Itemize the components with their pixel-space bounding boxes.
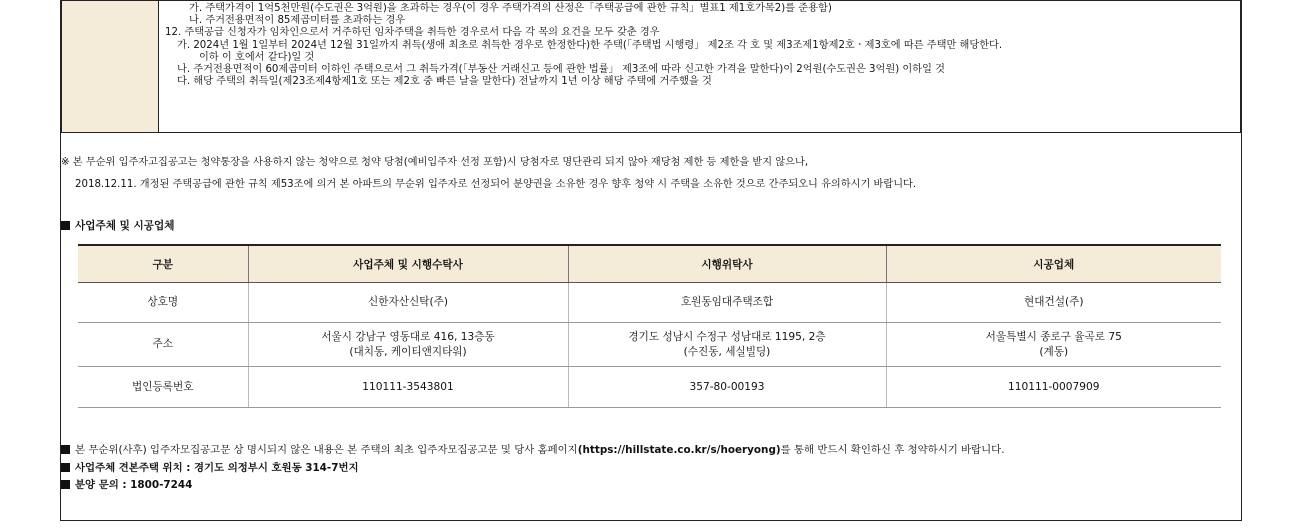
table-header-row bbox=[78, 245, 1221, 283]
homepage-link[interactable]: (https://hillstate.co.kr/s/hoeryong) bbox=[577, 444, 781, 456]
notice-paragraph bbox=[61, 152, 916, 196]
table-cell: 서울시 강남구 영동대로 416, 13층동 (대치동, 케이티앤지타워) bbox=[248, 323, 568, 367]
footer-line-1: 본 무순위(사후) 입주자모집공고문 상 명시되지 않은 내용은 본 주택의 최초 입주자모집공고문 및 당사 홈페이지(https://hillstate.co.kr/s/hoeryong)를 통해 반드시 확인하신 후 청약하시기 바랍니다. bbox=[61, 442, 1005, 460]
criteria-line: 나. 주거전용면적이 85제곱미터를 초과하는 경우 bbox=[189, 15, 406, 27]
criteria-line: 다. 해당 주택의 취득일(제23조제4항제1호 또는 제2호 중 빠른 날을 말한다) 전날까지 1년 이상 해당 주택에 거주했을 것 bbox=[177, 76, 712, 88]
criteria-line: 12. 주택공급 신청자가 임차인으로서 거주하던 임차주택을 취득한 경우로서 다음 각 목의 요건을 모두 갖춘 경우 bbox=[165, 27, 660, 39]
document-frame bbox=[60, 0, 1242, 521]
row-label: 법인등록번호 bbox=[78, 367, 248, 408]
header-category: 구분 bbox=[78, 245, 248, 283]
square-bullet-icon bbox=[61, 480, 70, 489]
footer-notes bbox=[61, 442, 1005, 495]
table-cell: 110111-3543801 bbox=[248, 367, 568, 408]
criteria-table bbox=[61, 0, 1241, 133]
criteria-content-cell bbox=[159, 1, 1241, 133]
criteria-label-cell bbox=[62, 1, 159, 133]
footer-line-2: 사업주체 견본주택 위치 : 경기도 의정부시 호원동 314-7번지 bbox=[61, 460, 1005, 478]
header-constructor: 시공업체 bbox=[886, 245, 1221, 283]
row-label: 주소 bbox=[78, 323, 248, 367]
table-row bbox=[78, 323, 1221, 367]
notice-line-2: 2018.12.11. 개정된 주택공급에 관한 규칙 제53조에 의거 본 아파트의 무순위 입주자로 선정되어 분양권을 소유한 경우 향후 청약 시 주택을 소유한 것으로 간주되오니 유의하시기 바랍니다. bbox=[75, 179, 917, 190]
header-developer: 사업주체 및 시행수탁사 bbox=[248, 245, 568, 283]
table-cell: 서울특별시 종로구 율곡로 75 (계동) bbox=[886, 323, 1221, 367]
table-cell: 110111-0007909 bbox=[886, 367, 1221, 408]
square-bullet-icon bbox=[61, 445, 70, 454]
header-consignor: 시행위탁사 bbox=[568, 245, 886, 283]
table-cell: 신한자산신탁(주) bbox=[248, 283, 568, 323]
square-bullet-icon bbox=[61, 221, 70, 230]
table-cell: 현대건설(주) bbox=[886, 283, 1221, 323]
section-title bbox=[61, 218, 174, 233]
criteria-line: 나. 주거전용면적이 60제곱미터 이하인 주택으로서 그 취득가격(「부동산 거래신고 등에 관한 법률」 제3조에 따라 신고한 가격을 말한다)이 2억원(수도권은 3억원) 이하일 것 bbox=[177, 64, 946, 76]
table-cell: 경기도 성남시 수정구 성남대로 1195, 2층 (수진동, 세실빌딩) bbox=[568, 323, 886, 367]
criteria-line: 이하 이 호에서 같다)일 것 bbox=[199, 51, 315, 63]
company-info-table bbox=[78, 244, 1221, 408]
table-cell: 357-80-00193 bbox=[568, 367, 886, 408]
table-row bbox=[78, 283, 1221, 323]
criteria-line: 가. 2024년 1월 1일부터 2024년 12월 31일까지 취득(생애 최초로 취득한 경우로 한정한다)한 주택(「주택법 시행령」 제2조 각 호 및 제3조제1항제2호ㆍ제3호에 따른 주택만 해당한다. bbox=[177, 39, 1003, 51]
notice-line-1: ※ 본 무순위 입주자고집공고는 청약통장을 사용하지 않는 청약으로 청약 당첨(예비입주자 선정 포함)시 당첨자로 명단관리 되지 않아 재당첨 제한 등 제한을 받지 않으나, bbox=[61, 157, 809, 168]
table-row bbox=[78, 367, 1221, 408]
table-cell: 호원동임대주택조합 bbox=[568, 283, 886, 323]
row-label: 상호명 bbox=[78, 283, 248, 323]
section-title-text: 사업주체 및 시공업체 bbox=[75, 220, 175, 232]
square-bullet-icon bbox=[61, 463, 70, 472]
footer-line-3: 분양 문의 : 1800-7244 bbox=[61, 477, 1005, 495]
criteria-line: 가. 주택가격이 1억5천만원(수도권은 3억원)을 초과하는 경우(이 경우 주택가격의 산정은「주택공급에 관한 규칙」별표1 제1호가목2)를 준용함) bbox=[189, 3, 832, 14]
